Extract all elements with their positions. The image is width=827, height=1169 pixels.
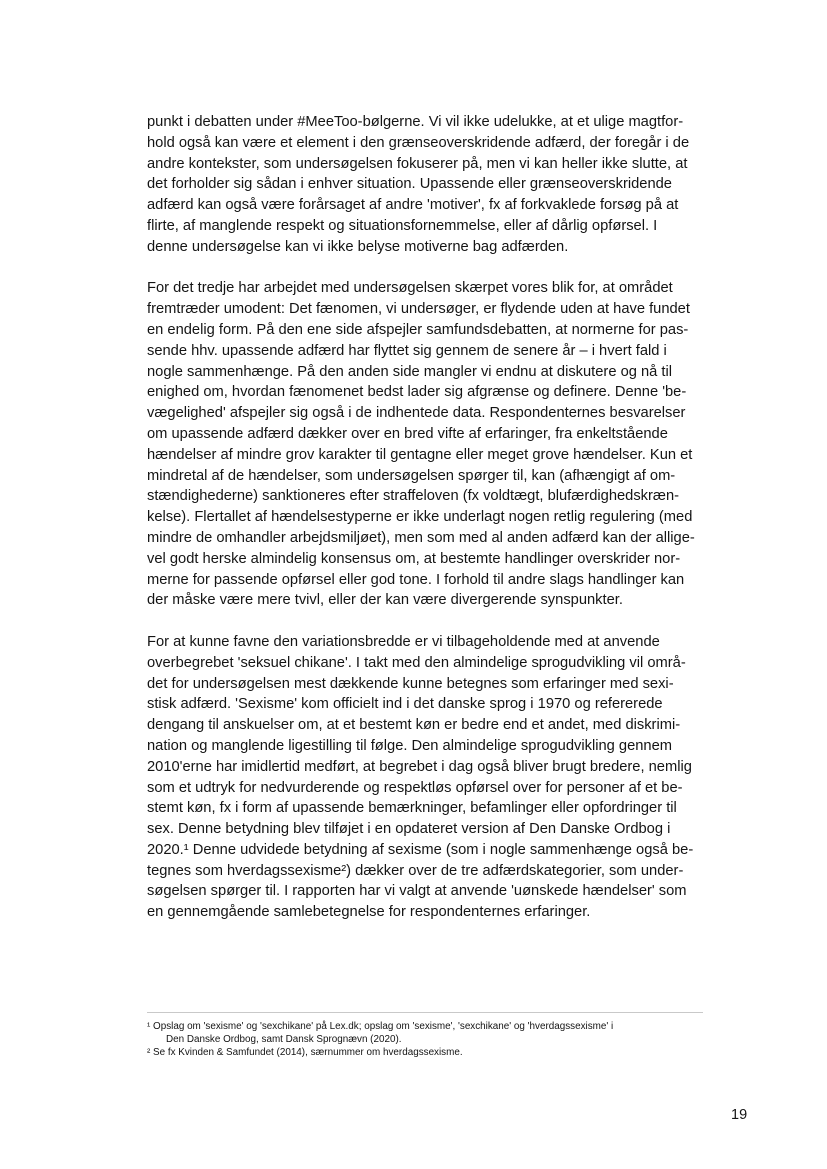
footnote-line: ² Se fx Kvinden & Samfundet (2014), særnummer om hverdagssexisme. (147, 1047, 463, 1059)
text-line: mindretal af de hændelser, som undersøgelsen spørger til, kan (afhængigt af om- (147, 467, 676, 484)
text-line: adfærd kan også være forårsaget af andre 'motiver', fx af forkvaklede forsøg på at (147, 197, 679, 214)
text-line: For det tredje har arbejdet med undersøgelsen skærpet vores blik for, at området (147, 280, 673, 297)
text-line: vægelighed' afspejler sig også i de indhentede data. Respondenternes besvarelser (147, 405, 686, 422)
text-line: merne for passende opførsel eller god tone. I forhold til andre slags handlinger kan (147, 571, 685, 588)
text-line: hændelser af mindre grov karakter til gentagne eller meget grove hændelser. Kun et (147, 446, 693, 463)
text-line: kelse). Flertallet af hændelsestyperne er ikke underlagt nogen retlig regulering (med (147, 509, 693, 526)
text-line: det for undersøgelsen mest dækkende kunne betegnes som erfaringer med sexi- (147, 675, 674, 692)
text-line: om upassende adfærd dækker over en bred vifte af erfaringer, fra enkeltstående (147, 425, 668, 442)
text-line: 2020.¹ Denne udvidede betydning af sexisme (som i nogle sammenhænge også be- (147, 841, 694, 858)
text-line: 2010'erne har imidlertid medført, at begrebet i dag også bliver brugt bredere, nemlig (147, 758, 692, 775)
text-line: stændighederne) sanktioneres efter straffeloven (fx voldtægt, blufærdighedskræn- (147, 488, 680, 505)
page-number: 19 (731, 1107, 748, 1123)
paragraph (147, 112, 707, 258)
text-line: der måske være mere tvivl, eller der kan være divergerende synspunkter. (147, 592, 623, 609)
paragraph (147, 632, 707, 923)
text-line: enighed om, hvordan fænomenet bedst lader sig afgrænse og definere. Denne 'be- (147, 384, 687, 401)
footnote-line: Den Danske Ordbog, samt Dansk Sprognævn (2020). (166, 1034, 402, 1046)
text-line: en endelig form. På den ene side afspejler samfundsdebatten, at normerne for pas- (147, 321, 689, 338)
paragraph (147, 278, 707, 611)
text-line: hold også kan være et element i den grænseoverskridende adfærd, der foregår i de (147, 134, 690, 151)
main-text (147, 112, 707, 944)
text-line: punkt i debatten under #MeeToo-bølgerne. Vi vil ikke udelukke, at et ulige magtfor- (147, 114, 684, 130)
text-line: denne undersøgelse kan vi ikke belyse motiverne bag adfærden. (147, 238, 569, 255)
text-line: en gennemgående samlebetegnelse for respondenternes erfaringer. (147, 904, 591, 921)
text-line: dengang til anskuelser om, at et bestemt køn er bedre end et andet, med diskrimi- (147, 717, 681, 734)
text-line: stemt køn, fx i form af upassende bemærkninger, befamlinger eller opfordringer til (147, 800, 677, 817)
text-line: flirte, af manglende respekt og situationsfornemmelse, eller af dårlig opførsel. I (147, 217, 658, 234)
text-line: andre kontekster, som undersøgelsen fokuserer på, men vi kan heller ikke slutte, at (147, 155, 688, 172)
text-line: overbegrebet 'seksuel chikane'. I takt med den almindelige sprogudvikling vil områ- (147, 654, 686, 671)
text-line: tegnes som hverdagssexisme²) dækker over de tre adfærdskategorier, som under- (147, 862, 684, 879)
footnote (147, 1046, 707, 1059)
text-line: nation og manglende ligestilling til følge. Den almindelige sprogudvikling gennem (147, 737, 672, 754)
footnote (147, 1020, 707, 1046)
text-line: sex. Denne betydning blev tilføjet i en opdateret version af Den Danske Ordbog i (147, 821, 671, 838)
text-line: sende hhv. upassende adfærd har flyttet sig gennem de senere år – i hvert fald i (147, 342, 667, 359)
text-line: søgelsen spørger til. I rapporten har vi valgt at anvende 'uønskede hændelser' som (147, 883, 687, 900)
footnotes (147, 1020, 707, 1060)
text-line: nogle sammenhænge. På den anden side mangler vi endnu at diskutere og nå til (147, 363, 673, 380)
text-line: stisk adfærd. 'Sexisme' kom officielt ind i det danske sprog i 1970 og refererede (147, 696, 663, 713)
text-line: For at kunne favne den variationsbredde er vi tilbageholdende med at anvende (147, 633, 660, 650)
text-line: vel godt herske almindelig konsensus om, at bestemte handlinger overskrider nor- (147, 550, 681, 567)
text-line: det forholder sig sådan i enhver situation. Upassende eller grænseoverskridende (147, 176, 672, 193)
text-line: mindre de omhandler arbejdsmiljøet), men som med al anden adfærd kan der allige- (147, 529, 695, 546)
footnote-line: ¹ Opslag om 'sexisme' og 'sexchikane' på Lex.dk; opslag om 'sexisme', 'sexchikane' og 'hverdagssexisme' i (147, 1021, 614, 1032)
text-line: fremtræder umodent: Det fænomen, vi undersøger, er flydende uden at have fundet (147, 301, 690, 318)
footnote-divider (147, 1012, 703, 1013)
text-line: som et udtryk for nedvurderende og respektløs opførsel over for personer af et be- (147, 779, 683, 796)
